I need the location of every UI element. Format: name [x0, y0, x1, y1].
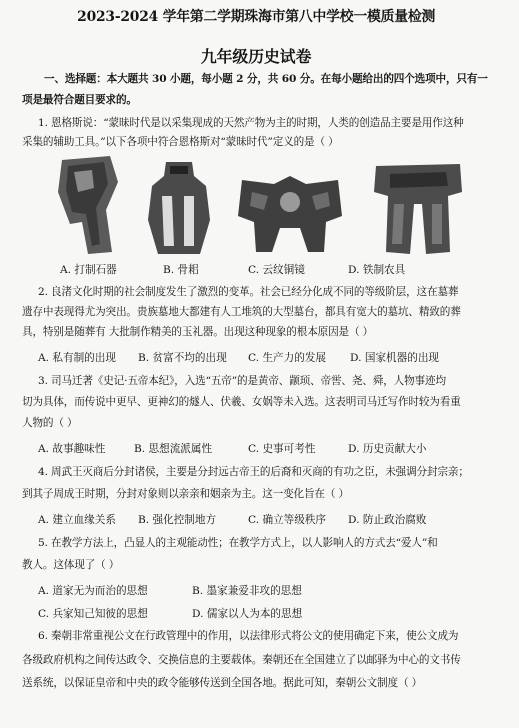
- q2-option-b: B. 贫富不均的出现: [138, 352, 227, 364]
- q2-stem-line1: 2. 良渚文化时期的社会制度发生了激烈的变革。社会已经分化成不同的等级阶层，这在墓葬: [38, 286, 459, 298]
- q3-option-a: A. 故事趣味性: [38, 443, 106, 455]
- q3-stem-line1: 3. 司马迁著《史记·五帝本纪》，入选“五帝”的是黄帝、颛顼、帝喾、尧、舜，人物事迹均: [38, 375, 446, 387]
- q4-option-a: A. 建立血缘关系: [38, 514, 116, 526]
- q4-option-c: C. 确立等级秩序: [248, 514, 327, 526]
- bronze-mirror-image: [234, 174, 346, 256]
- stone-tool-image: [48, 152, 122, 256]
- q5-option-d: D. 儒家以人为本的思想: [192, 608, 303, 620]
- q1-option-b: B. 骨耜: [163, 264, 199, 276]
- q3-stem-line2: 切为具体，而传说中更早、更神幻的燧人、伏羲、女娲等未入选。这表明司马迁写作时较为看重: [22, 396, 461, 408]
- section1-intro-line1: 一、选择题：本大题共 30 小题，每小题 2 分，共 60 分。在每小题给出的四个选项中，只有一: [44, 73, 488, 85]
- q5-stem-line1: 5. 在教学方法上，凸显人的主观能动性；在教学方式上，以人影响人的方式去“爱人”和: [38, 537, 438, 549]
- q1-stem-line1: 1. 恩格斯说：“蒙昧时代是以采集现成的天然产物为主的时期，人类的创造品主要是用作这种: [38, 117, 464, 129]
- iron-tool-image: [370, 156, 466, 256]
- q3-option-c: C. 史事可考性: [248, 443, 316, 455]
- exam-title: 2023-2024 学年第二学期珠海市第八中学校一模质量检测: [77, 9, 436, 25]
- q6-stem-line2: 各级政府机构之间传达政令、交换信息的主要载体。秦朝还在全国建立了以邮驿为中心的文书传: [22, 654, 461, 666]
- q1-option-d: D. 铁制农具: [348, 264, 406, 276]
- q1-option-a: A. 打制石器: [60, 264, 117, 276]
- q3-option-b: B. 思想流派属性: [134, 443, 213, 455]
- q6-stem-line3: 送系统，以保证皇帝和中央的政令能够传送到全国各地。据此可知，秦朝公文制度（ ）: [22, 677, 423, 689]
- q5-option-c: C. 兵家知己知彼的思想: [38, 608, 148, 620]
- q2-stem-line3: 具，特别是随葬有 大批制作精美的玉礼器。出现这种现象的根本原因是（ ）: [22, 326, 374, 338]
- q5-option-b: B. 墨家兼爱非攻的思想: [192, 585, 302, 597]
- q4-option-d: D. 防止政治腐败: [348, 514, 427, 526]
- q4-stem-line2: 到其子周成王时期，分封对象则以亲亲和姻亲为主。这一变化旨在（ ）: [22, 488, 349, 500]
- q3-option-d: D. 历史贡献大小: [348, 443, 427, 455]
- q1-stem-line2: 采集的辅助工具。”以下各项中符合恩格斯对“蒙昧时代”定义的是（ ）: [22, 136, 339, 148]
- bone-spade-image: [144, 160, 214, 256]
- q2-option-d: D. 国家机器的出现: [350, 352, 440, 364]
- q4-stem-line1: 4. 周武王灭商后分封诸侯，主要是分封远古帝王的后裔和灭商的有功之臣，未强调分封宗亲；: [38, 466, 469, 478]
- q4-option-b: B. 强化控制地方: [138, 514, 217, 526]
- q5-option-a: A. 道家无为而治的思想: [38, 585, 148, 597]
- exam-subtitle: 九年级历史试卷: [200, 47, 312, 66]
- q1-artifact-images: [48, 152, 478, 260]
- q6-stem-line1: 6. 秦朝非常重视公文在行政管理中的作用，以法律形式将公文的使用确定下来，使公文成为: [38, 630, 459, 642]
- q2-stem-line2: 遗存中表现得尤为突出。贵族墓地大都建有人工堆筑的大型墓台，都具有宽大的墓坑、精致的葬: [22, 306, 461, 318]
- q2-option-c: C. 生产力的发展: [248, 352, 327, 364]
- q1-option-c: C. 云纹铜镜: [248, 264, 305, 276]
- q2-option-a: A. 私有制的出现: [38, 352, 116, 364]
- q3-stem-line3: 人物的（ ）: [22, 417, 78, 429]
- q5-stem-line2: 教人。这体现了（ ）: [22, 559, 120, 571]
- section1-intro-line2: 项是最符合题目要求的。: [22, 94, 137, 106]
